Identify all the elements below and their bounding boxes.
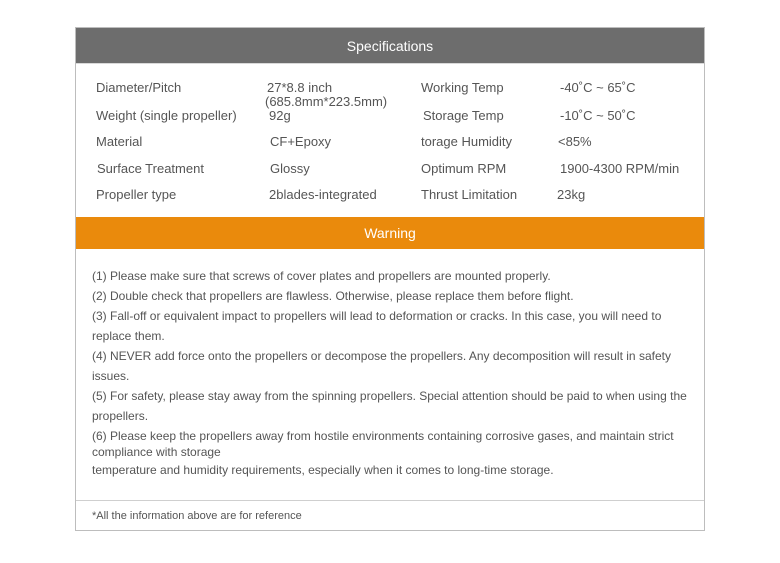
spec-label: Material bbox=[96, 134, 143, 149]
spec-value: 23kg bbox=[557, 187, 586, 202]
spec-value: Glossy bbox=[270, 161, 310, 176]
specification-card bbox=[75, 27, 705, 531]
warning-list bbox=[92, 266, 692, 480]
spec-label: Thrust Limitation bbox=[421, 187, 518, 202]
divider bbox=[76, 500, 704, 501]
warning-header bbox=[76, 217, 704, 249]
spec-value: -40˚C ~ 65˚C bbox=[560, 80, 636, 95]
spec-value: 92g bbox=[269, 108, 291, 123]
spec-label: Propeller type bbox=[96, 187, 177, 202]
spec-label: torage Humidity bbox=[421, 134, 513, 149]
specifications-title: Specifications bbox=[346, 37, 434, 54]
spec-label: Storage Temp bbox=[423, 108, 504, 123]
specifications-header bbox=[76, 28, 704, 63]
spec-label: Diameter/Pitch bbox=[96, 80, 182, 95]
specifications-table bbox=[76, 64, 704, 217]
warning-title: Warning bbox=[364, 225, 416, 241]
warning-item: (3) Fall-off or equivalent impact to propellers will lead to deformation or cracks. In this case, you will need to replace them. bbox=[92, 309, 662, 343]
warning-item: (1) Please make sure that screws of cover plates and propellers are mounted properly. bbox=[92, 269, 551, 283]
spec-label: Working Temp bbox=[421, 80, 504, 95]
spec-value: <85% bbox=[558, 134, 592, 149]
warning-item: (5) For safety, please stay away from the spinning propellers. Special attention should be paid to when using the propellers. bbox=[92, 389, 687, 423]
spec-label: Weight (single propeller) bbox=[96, 108, 237, 123]
warning-item: (2) Double check that propellers are flawless. Otherwise, please replace them before flight. bbox=[92, 289, 574, 303]
warning-item: (6) Please keep the propellers away from hostile environments containing corrosive gases, and maintain strict compliance with storage bbox=[92, 429, 674, 459]
spec-label: Surface Treatment bbox=[97, 161, 204, 176]
spec-value-secondary: (685.8mm*223.5mm) bbox=[265, 94, 388, 109]
reference-footnote: *All the information above are for reference bbox=[92, 510, 302, 522]
warning-item-continuation: temperature and humidity requirements, especially when it comes to long-time storage. bbox=[92, 463, 554, 477]
spec-value: 27*8.8 inch bbox=[267, 80, 333, 95]
warning-item: (4) NEVER add force onto the propellers or decompose the propellers. Any decomposition will result in safety issues. bbox=[92, 349, 671, 383]
spec-value: CF+Epoxy bbox=[270, 134, 332, 149]
spec-value: -10˚C ~ 50˚C bbox=[560, 108, 636, 123]
spec-value: 2blades-integrated bbox=[269, 187, 377, 202]
spec-value: 1900-4300 RPM/min bbox=[560, 161, 680, 176]
spec-label: Optimum RPM bbox=[421, 161, 507, 176]
